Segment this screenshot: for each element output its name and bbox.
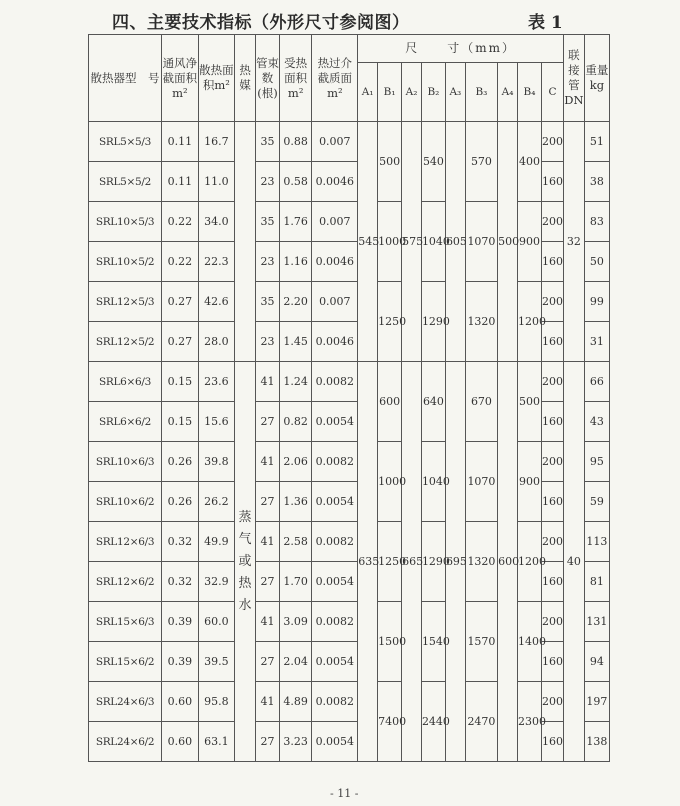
b2-cell: 1040: [421, 202, 445, 282]
header-b2: B₂: [421, 63, 445, 122]
vent-area-cell: 0.15: [162, 402, 199, 442]
heated-area-cell: 0.88: [280, 122, 312, 162]
heated-area-cell: 0.82: [280, 402, 312, 442]
vent-area-cell: 0.39: [162, 642, 199, 682]
header-weight: 重量kg: [584, 35, 609, 122]
b4-cell: 2300: [517, 682, 541, 762]
weight-cell: 83: [584, 202, 609, 242]
c-cell: 200: [541, 682, 563, 722]
hot-medium-cell: 0.0082: [312, 442, 358, 482]
c-cell: 200: [541, 442, 563, 482]
b4-cell: 900: [517, 442, 541, 522]
tubes-cell: 41: [256, 522, 280, 562]
vent-area-cell: 0.32: [162, 562, 199, 602]
dn-cell: 40: [563, 362, 584, 762]
medium-cell-empty: [235, 122, 256, 362]
vent-area-cell: 0.11: [162, 162, 199, 202]
c-cell: 160: [541, 162, 563, 202]
b1-cell: 1000: [378, 202, 402, 282]
b3-cell: 2470: [465, 682, 497, 762]
b1-cell: 1500: [378, 602, 402, 682]
heated-area-cell: 1.70: [280, 562, 312, 602]
model-cell: SRL12×5/2: [89, 322, 162, 362]
spec-table: [88, 34, 610, 762]
heated-area-cell: 1.24: [280, 362, 312, 402]
b1-cell: 7400: [378, 682, 402, 762]
header-dn: 联接管DN: [563, 35, 584, 122]
heat-area-cell: 39.8: [198, 442, 235, 482]
header-a3: A₃: [445, 63, 465, 122]
vent-area-cell: 0.26: [162, 482, 199, 522]
vent-area-cell: 0.26: [162, 442, 199, 482]
header-heated-area: 受热面积m²: [280, 35, 312, 122]
b4-cell: 1200: [517, 522, 541, 602]
heat-area-cell: 60.0: [198, 602, 235, 642]
tubes-cell: 23: [256, 242, 280, 282]
weight-cell: 94: [584, 642, 609, 682]
heat-area-cell: 42.6: [198, 282, 235, 322]
weight-cell: 131: [584, 602, 609, 642]
header-tubes: 管束数(根): [256, 35, 280, 122]
header-dimensions: 尺 寸（mm）: [358, 35, 564, 63]
b4-cell: 500: [517, 362, 541, 442]
model-cell: SRL12×6/2: [89, 562, 162, 602]
header-a4: A₄: [498, 63, 518, 122]
vent-area-cell: 0.60: [162, 722, 199, 762]
header-b1: B₁: [378, 63, 402, 122]
c-cell: 160: [541, 402, 563, 442]
vent-area-cell: 0.22: [162, 242, 199, 282]
table-row: [89, 442, 610, 482]
b3-cell: 670: [465, 362, 497, 442]
b3-cell: 570: [465, 122, 497, 202]
b4-cell: 1400: [517, 602, 541, 682]
b2-cell: 640: [421, 362, 445, 442]
vent-area-cell: 0.11: [162, 122, 199, 162]
b1-cell: 1250: [378, 522, 402, 602]
heat-area-cell: 23.6: [198, 362, 235, 402]
hot-medium-cell: 0.0054: [312, 722, 358, 762]
model-cell: SRL5×5/2: [89, 162, 162, 202]
tubes-cell: 27: [256, 402, 280, 442]
model-cell: SRL24×6/3: [89, 682, 162, 722]
heat-area-cell: 95.8: [198, 682, 235, 722]
tubes-cell: 41: [256, 442, 280, 482]
table-row: [89, 362, 610, 402]
hot-medium-cell: 0.0046: [312, 242, 358, 282]
a1-cell: 545: [358, 122, 378, 362]
heated-area-cell: 1.76: [280, 202, 312, 242]
heated-area-cell: 2.58: [280, 522, 312, 562]
heated-area-cell: 1.16: [280, 242, 312, 282]
b4-cell: 400: [517, 122, 541, 202]
header-heat-area: 散热面积m²: [198, 35, 235, 122]
model-cell: SRL10×5/3: [89, 202, 162, 242]
c-cell: 200: [541, 602, 563, 642]
b3-cell: 1070: [465, 202, 497, 282]
heat-area-cell: 11.0: [198, 162, 235, 202]
table-row: [89, 122, 610, 162]
tubes-cell: 27: [256, 642, 280, 682]
weight-cell: 95: [584, 442, 609, 482]
b3-cell: 1320: [465, 522, 497, 602]
hot-medium-cell: 0.007: [312, 202, 358, 242]
tubes-cell: 27: [256, 562, 280, 602]
b1-cell: 1250: [378, 282, 402, 362]
b3-cell: 1320: [465, 282, 497, 362]
tubes-cell: 41: [256, 602, 280, 642]
heated-area-cell: 1.45: [280, 322, 312, 362]
hot-medium-cell: 0.0046: [312, 162, 358, 202]
tubes-cell: 27: [256, 722, 280, 762]
hot-medium-cell: 0.007: [312, 122, 358, 162]
hot-medium-cell: 0.0054: [312, 562, 358, 602]
hot-medium-cell: 0.007: [312, 282, 358, 322]
header-b4: B₄: [517, 63, 541, 122]
weight-cell: 59: [584, 482, 609, 522]
weight-cell: 113: [584, 522, 609, 562]
a4-cell: 600: [498, 362, 518, 762]
weight-cell: 31: [584, 322, 609, 362]
b2-cell: 1540: [421, 602, 445, 682]
tubes-cell: 23: [256, 322, 280, 362]
c-cell: 160: [541, 322, 563, 362]
heat-area-cell: 16.7: [198, 122, 235, 162]
medium-cell: 蒸气或热水: [235, 362, 256, 762]
weight-cell: 51: [584, 122, 609, 162]
hot-medium-cell: 0.0054: [312, 642, 358, 682]
header-c: C: [541, 63, 563, 122]
a2-cell: 665: [402, 362, 422, 762]
model-cell: SRL6×6/2: [89, 402, 162, 442]
tubes-cell: 35: [256, 282, 280, 322]
weight-cell: 81: [584, 562, 609, 602]
tubes-cell: 27: [256, 482, 280, 522]
vent-area-cell: 0.27: [162, 282, 199, 322]
heat-area-cell: 49.9: [198, 522, 235, 562]
header-a1: A₁: [358, 63, 378, 122]
c-cell: 160: [541, 482, 563, 522]
table-row: [89, 282, 610, 322]
tubes-cell: 35: [256, 202, 280, 242]
model-cell: SRL12×6/3: [89, 522, 162, 562]
b2-cell: 2440: [421, 682, 445, 762]
model-cell: SRL10×5/2: [89, 242, 162, 282]
heated-area-cell: 1.36: [280, 482, 312, 522]
c-cell: 160: [541, 562, 563, 602]
tubes-cell: 35: [256, 122, 280, 162]
heat-area-cell: 32.9: [198, 562, 235, 602]
heat-area-cell: 28.0: [198, 322, 235, 362]
c-cell: 200: [541, 522, 563, 562]
model-cell: SRL5×5/3: [89, 122, 162, 162]
a1-cell: 635: [358, 362, 378, 762]
heat-area-cell: 15.6: [198, 402, 235, 442]
b1-cell: 600: [378, 362, 402, 442]
heat-area-cell: 39.5: [198, 642, 235, 682]
heat-area-cell: 34.0: [198, 202, 235, 242]
c-cell: 160: [541, 242, 563, 282]
weight-cell: 38: [584, 162, 609, 202]
model-cell: SRL24×6/2: [89, 722, 162, 762]
table-row: [89, 602, 610, 642]
hot-medium-cell: 0.0054: [312, 482, 358, 522]
weight-cell: 99: [584, 282, 609, 322]
page-title: 四、主要技术指标（外形尺寸参阅图）: [112, 13, 410, 33]
b3-cell: 1570: [465, 602, 497, 682]
b2-cell: 1290: [421, 282, 445, 362]
heated-area-cell: 2.06: [280, 442, 312, 482]
b1-cell: 500: [378, 122, 402, 202]
dn-cell: 32: [563, 122, 584, 362]
b1-cell: 1000: [378, 442, 402, 522]
table-row: [89, 202, 610, 242]
c-cell: 160: [541, 722, 563, 762]
vent-area-cell: 0.32: [162, 522, 199, 562]
c-cell: 200: [541, 362, 563, 402]
heated-area-cell: 2.04: [280, 642, 312, 682]
heat-area-cell: 63.1: [198, 722, 235, 762]
vent-area-cell: 0.60: [162, 682, 199, 722]
table-row: [89, 682, 610, 722]
table-body: [89, 122, 610, 762]
c-cell: 200: [541, 202, 563, 242]
heated-area-cell: 4.89: [280, 682, 312, 722]
heated-area-cell: 2.20: [280, 282, 312, 322]
hot-medium-cell: 0.0046: [312, 322, 358, 362]
a4-cell: 500: [498, 122, 518, 362]
heat-area-cell: 26.2: [198, 482, 235, 522]
tubes-cell: 41: [256, 682, 280, 722]
a2-cell: 575: [402, 122, 422, 362]
hot-medium-cell: 0.0082: [312, 682, 358, 722]
b4-cell: 1200: [517, 282, 541, 362]
table-row: [89, 522, 610, 562]
header-b3: B₃: [465, 63, 497, 122]
b2-cell: 540: [421, 122, 445, 202]
weight-cell: 138: [584, 722, 609, 762]
weight-cell: 66: [584, 362, 609, 402]
model-cell: SRL10×6/2: [89, 482, 162, 522]
heated-area-cell: 3.09: [280, 602, 312, 642]
weight-cell: 50: [584, 242, 609, 282]
b2-cell: 1040: [421, 442, 445, 522]
tubes-cell: 23: [256, 162, 280, 202]
page-number: - 11 -: [330, 787, 359, 800]
vent-area-cell: 0.22: [162, 202, 199, 242]
hot-medium-cell: 0.0054: [312, 402, 358, 442]
header-a2: A₂: [402, 63, 422, 122]
model-cell: SRL15×6/2: [89, 642, 162, 682]
header-model: 散热器型 号: [89, 35, 162, 122]
model-cell: SRL6×6/3: [89, 362, 162, 402]
hot-medium-cell: 0.0082: [312, 362, 358, 402]
heated-area-cell: 3.23: [280, 722, 312, 762]
header-vent-area: 通风净截面积m²: [162, 35, 199, 122]
a3-cell: 695: [445, 362, 465, 762]
heat-area-cell: 22.3: [198, 242, 235, 282]
heated-area-cell: 0.58: [280, 162, 312, 202]
header-medium: 热媒: [235, 35, 256, 122]
hot-medium-cell: 0.0082: [312, 602, 358, 642]
tubes-cell: 41: [256, 362, 280, 402]
c-cell: 200: [541, 282, 563, 322]
model-cell: SRL15×6/3: [89, 602, 162, 642]
hot-medium-cell: 0.0082: [312, 522, 358, 562]
header-hot-medium: 热过介截质面m²: [312, 35, 358, 122]
vent-area-cell: 0.15: [162, 362, 199, 402]
vent-area-cell: 0.39: [162, 602, 199, 642]
a3-cell: 605: [445, 122, 465, 362]
b2-cell: 1290: [421, 522, 445, 602]
vent-area-cell: 0.27: [162, 322, 199, 362]
weight-cell: 43: [584, 402, 609, 442]
model-cell: SRL12×5/3: [89, 282, 162, 322]
table-label: 表 1: [528, 13, 563, 33]
c-cell: 160: [541, 642, 563, 682]
b4-cell: 900: [517, 202, 541, 282]
model-cell: SRL10×6/3: [89, 442, 162, 482]
c-cell: 200: [541, 122, 563, 162]
b3-cell: 1070: [465, 442, 497, 522]
weight-cell: 197: [584, 682, 609, 722]
